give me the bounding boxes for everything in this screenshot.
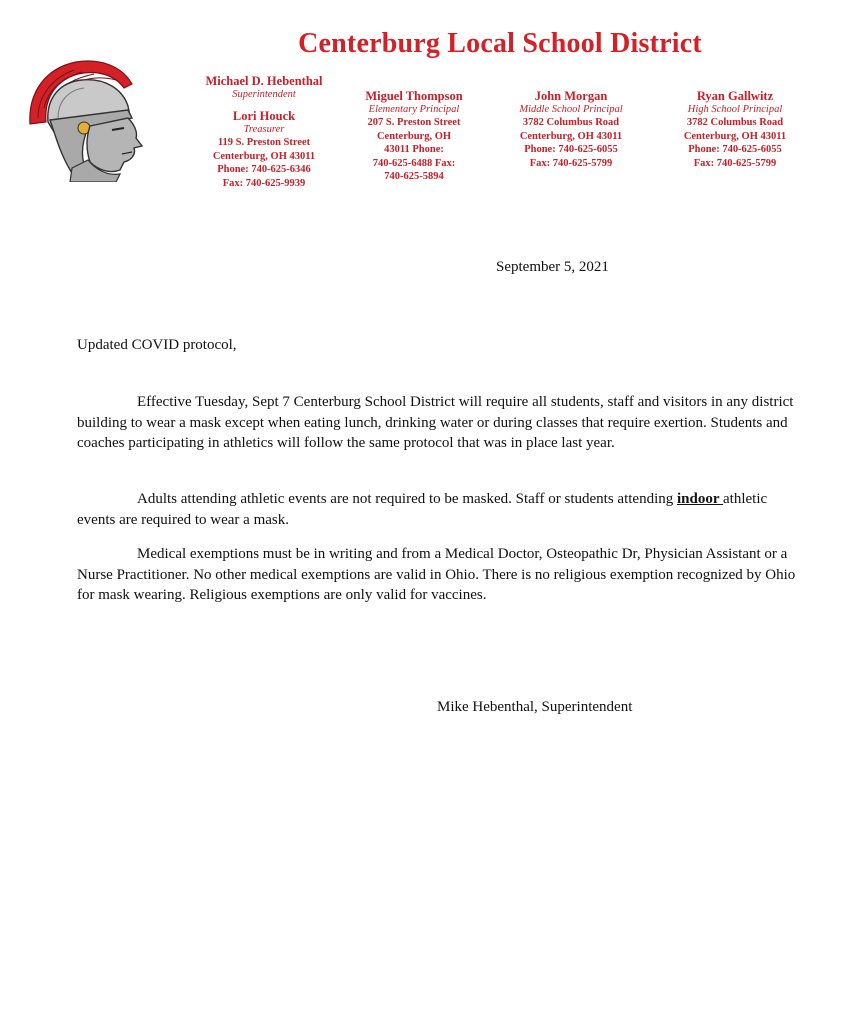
elementary-principal-name: Miguel Thompson <box>365 89 463 103</box>
superintendent-column <box>186 74 342 190</box>
letter-greeting: Updated COVID protocol, <box>77 337 237 353</box>
high-school-contact-line: Centerburg, OH 43011 <box>683 130 787 142</box>
trojan-helmet-icon <box>24 58 146 182</box>
elementary-contact-line: Centerburg, OH <box>376 130 452 142</box>
treasurer-title: Treasurer <box>243 124 285 135</box>
middle-school-principal-column <box>498 89 644 170</box>
treasurer-address-line: 119 S. Preston Street <box>217 137 311 148</box>
elementary-contact-line: 207 S. Preston Street <box>367 117 461 128</box>
paragraph-athletic-events <box>77 489 807 530</box>
paragraph-medical-exemptions <box>77 544 807 606</box>
indoor-emphasis: indoor <box>677 491 723 507</box>
middle-school-principal-title: Middle School Principal <box>519 104 623 115</box>
signature: Mike Hebenthal, Superintendent <box>437 699 633 715</box>
treasurer-phone: Phone: 740-625-6346 <box>217 164 311 175</box>
elementary-contact-line: 43011 Phone: <box>384 144 444 155</box>
high-school-contact-line: 3782 Columbus Road <box>686 117 784 128</box>
superintendent-name: Michael D. Hebenthal <box>205 74 323 88</box>
elementary-principal-title: Elementary Principal <box>368 104 460 115</box>
middle-school-contact-line: 3782 Columbus Road <box>522 117 620 128</box>
elementary-principal-column <box>346 89 482 184</box>
middle-school-principal-name: John Morgan <box>534 89 608 103</box>
warrior-face <box>87 118 142 172</box>
district-title: Centerburg Local School District <box>298 28 702 59</box>
elementary-contact-line: 740-625-5894 <box>384 171 444 182</box>
elementary-contact-line: 740-625-6488 Fax: <box>372 157 456 169</box>
middle-school-contact-line: Fax: 740-625-5799 <box>529 157 613 169</box>
letter-date: September 5, 2021 <box>496 259 609 275</box>
paragraph-text: athletic events are required to wear a mask. <box>77 491 768 528</box>
paragraph-mask-requirement <box>77 392 807 454</box>
high-school-contact-line: Phone: 740-625-6055 <box>688 144 782 155</box>
paragraph-text: Adults attending athletic events are not required to be masked. Staff or students attending <box>137 491 677 507</box>
high-school-principal-title: High School Principal <box>687 104 783 115</box>
high-school-principal-column <box>660 89 810 170</box>
treasurer-name: Lori Houck <box>232 109 296 123</box>
high-school-principal-name: Ryan Gallwitz <box>696 89 774 103</box>
middle-school-contact-line: Centerburg, OH 43011 <box>519 130 623 142</box>
superintendent-title: Superintendent <box>232 89 296 100</box>
middle-school-contact-line: Phone: 740-625-6055 <box>524 144 618 155</box>
paragraph-text: Medical exemptions must be in writing and from a Medical Doctor, Osteopathic Dr, Physician Assistant or a Nurse Practitioner. No other medical exemptions are valid in Ohio. There is no religious exemption recognized by Ohio for mask wearing. Religious exemptions are only valid for vaccines. <box>77 546 796 603</box>
paragraph-text: Effective Tuesday, Sept 7 Centerburg School District will require all students, staff and visitors in any district building to wear a mask except when eating lunch, drinking water or during classes that require exertion. Students and coaches participating in athletics will follow the same protocol that was in place last year. <box>77 394 794 451</box>
high-school-contact-line: Fax: 740-625-5799 <box>693 157 777 169</box>
treasurer-fax: Fax: 740-625-9939 <box>222 177 306 189</box>
treasurer-city-line: Centerburg, OH 43011 <box>212 150 316 162</box>
